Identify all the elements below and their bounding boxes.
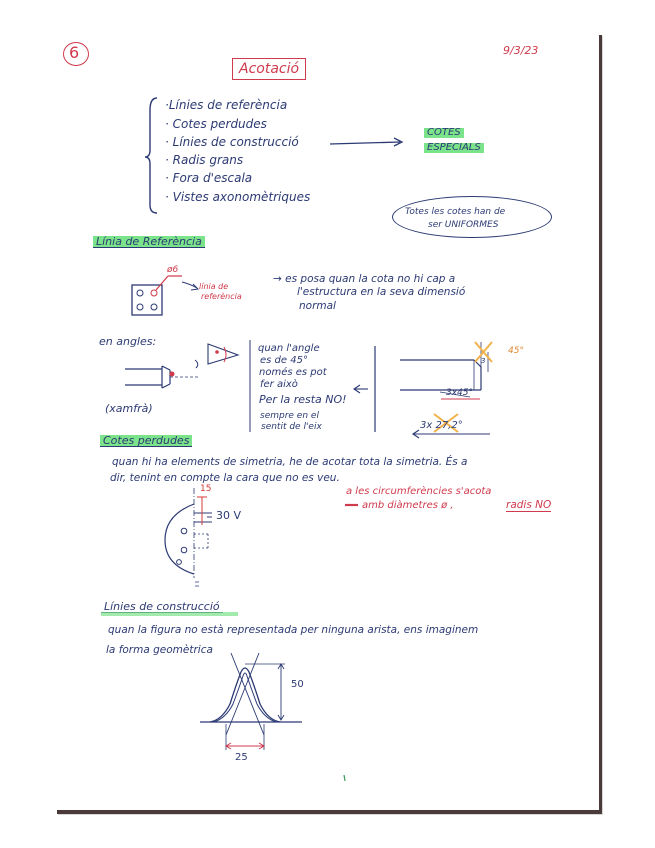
dim-15: 15 [200,484,212,494]
annotation: referència [201,292,242,301]
rule-text: sempre en el [260,411,319,421]
intro-item: ·Línies de referència [165,98,288,112]
rule-text: només es pot [259,367,327,378]
paragraph-line: la forma geomètrica [106,644,213,656]
paragraph-line: quan la figura no està representada per ninguna arista, ens imaginem [108,624,479,636]
date: 9/3/23 [503,44,539,57]
description: normal [299,300,336,312]
section-title-cotes-perdudes: Cotes perdudes [100,435,192,447]
dim-50: 50 [291,679,304,690]
dim-3: 3 [481,357,486,365]
intro-item: · Vistes axonomètriques [165,190,311,204]
rule-text: es de 45° [260,355,308,366]
rule-text: Per la resta NO! [259,393,347,406]
section-title-construccio: Línies de construcció [101,601,223,613]
circumference-note-emphasis: radis NO [506,499,552,511]
dim-30: 30 V [216,509,242,522]
rule-text: fer això [260,379,298,390]
description: l'estructura en la seva dimensió [297,286,466,298]
intro-item: · Línies de construcció [165,135,299,149]
result-label: ESPECIALS [424,143,484,153]
dim-45-degrees: 45° [508,346,524,356]
bubble-text: Totes les cotes han de [405,207,506,217]
dim-25: 25 [235,752,248,763]
dim-3x27: 3x 27,2° [420,420,463,431]
intro-item: · Fora d'escala [165,171,253,185]
paragraph-line: quan hi ha elements de simetria, he de acotar tota la simetria. És a [112,456,468,468]
page-number: 6 [69,43,80,62]
annotation: línia de [199,282,229,291]
intro-item: · Radis grans [165,153,244,167]
circumference-note: a les circumferències s'acota [346,486,492,497]
rule-text: sentit de l'eix [261,422,322,432]
bubble-text: ser UNIFORMES [428,220,499,230]
dim-3x45: 3x45° [446,388,474,398]
diameter-label: ø6 [167,265,179,275]
description: → es posa quan la cota no hi cap a [273,273,456,285]
result-label: COTES [424,128,464,138]
xamfra-label: (xamfrà) [105,402,153,415]
angles-label: en angles: [99,335,157,348]
intro-item: · Cotes perdudes [165,117,267,131]
section-title-referencia: Línia de Referència [93,236,205,248]
page-title: Acotació [232,58,306,80]
paragraph-line: dir, tenint en compte la cara que no es veu. [110,472,340,484]
circumference-note: amb diàmetres ø , [362,500,454,511]
rule-text: quan l'angle [258,343,320,354]
